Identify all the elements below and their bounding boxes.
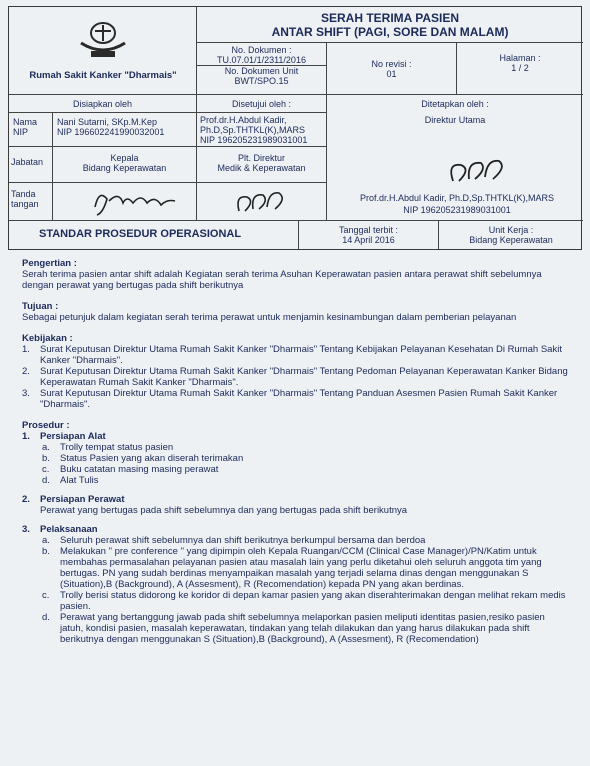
nurse-prep-text: Perawat yang bertugas pada shift sebelumnya dan yang bertugas pada shift berikutnya xyxy=(40,505,408,516)
execution-item: Seluruh perawat shift sebelumnya dan shift berikutnya berkumpul bersama dan berdoa xyxy=(60,535,426,546)
approver-nip: NIP 196205231989031001 xyxy=(200,135,308,145)
approver-signature-cell xyxy=(197,183,327,221)
list-item: b. Melakukan " pre conference " yang dipimpin oleh Kepala Ruangan/CCM (Clinical Case Manager)/PN/Katim untuk membahas permasalahan pelayanan pasien atau masalah lain yang perlu diketahui oleh seluruh anggota tim yang bertugas. PN yang sudah berdinas menyampaikan masalah yang terjadi selama dinas dengan menggunakan S (Situation),B (Background), A (Assesment), R (Recomendation) kepada PN yang akan berdinas. xyxy=(42,546,570,590)
page-number-cell xyxy=(457,43,583,95)
issue-date-cell xyxy=(299,221,439,249)
document-title xyxy=(197,7,583,43)
doc-unit-value: BWT/SPO.15 xyxy=(234,76,289,86)
hospital-name: Rumah Sakit Kanker "Dharmais" xyxy=(29,70,177,81)
purpose-heading: Tujuan : xyxy=(22,301,59,312)
approver-signature xyxy=(231,185,291,219)
list-item: d. Alat Tulis xyxy=(42,475,99,486)
approver-identity xyxy=(197,113,327,147)
director-signature xyxy=(445,151,515,191)
tool-item: Status Pasien yang akan diserah terimakan xyxy=(60,453,244,464)
purpose-text: Sebagai petunjuk dalam kegiatan serah terima perawat untuk menjamin kesinambungan dalam pemberian pelayanan xyxy=(22,312,517,323)
tool-item: Buku catatan masing masing perawat xyxy=(60,464,219,475)
list-item: c. Trolly berisi status didorong ke koridor di depan kamar pasien yang akan diserahterimakan dengan melihat rekam medis pasien. xyxy=(42,590,570,612)
preparer-identity xyxy=(53,113,197,147)
tool-item: Alat Tulis xyxy=(60,475,99,486)
preparer-position xyxy=(53,147,197,183)
issue-date-label: Tanggal terbit : xyxy=(338,225,399,235)
execution-list xyxy=(42,535,570,645)
established-by-heading: Ditetapkan oleh : xyxy=(421,99,489,109)
work-unit-label: Unit Kerja : xyxy=(488,225,534,235)
work-unit-cell xyxy=(439,221,583,249)
approver-position xyxy=(197,147,327,183)
execution-item: Melakukan " pre conference " yang dipimpin oleh Kepala Ruangan/CCM (Clinical Case Manager)/PN/Katim untuk membahas permasalahan pelayanan pasien atau masalah lain yang perlu diketahui oleh seluruh anggota tim yang bertugas. PN yang sudah berdinas menyampaikan masalah yang terjadi selama dinas dengan menggunakan S (Situation),B (Background), A (Assesment), R (Recomendation) kepada PN yang akan berdinas. xyxy=(60,546,542,590)
definition-heading: Pengertian : xyxy=(22,258,77,269)
page-label: Halaman : xyxy=(499,53,541,63)
approved-by-heading: Disetujui oleh : xyxy=(197,95,327,113)
execution-heading: Pelaksanaan xyxy=(40,524,98,535)
list-item: 1. Persiapan Alat xyxy=(22,431,106,442)
list-item: b. Status Pasien yang akan diserah terimakan xyxy=(42,453,244,464)
procedure-heading: Prosedur : xyxy=(22,420,70,431)
execution-item: Perawat yang bertanggung jawab pada shift sebelumnya melaporkan pasien meliputi identitas pasien,resiko pasien jatuh, kondisi pasien, masalah keperawatan, tindakan yang telah dilakukan dan yang harus dilakukan pada shift berikutnya dengan menggunakan S (Situation),B (Background), A (Assesment), R (Recomendation) xyxy=(60,612,545,645)
policy-list xyxy=(22,344,570,410)
director-nip: NIP 196205231989031001 xyxy=(403,205,511,215)
list-item: c. Buku catatan masing masing perawat xyxy=(42,464,219,475)
tool-item: Trolly tempat status pasien xyxy=(60,442,174,453)
nurse-prep-heading: Persiapan Perawat xyxy=(40,494,125,505)
doc-unit-label: No. Dokumen Unit xyxy=(224,66,299,76)
name-nip-labels xyxy=(9,113,53,147)
document-body xyxy=(22,258,570,645)
nip-label: NIP xyxy=(13,127,29,137)
doc-number-label: No. Dokumen : xyxy=(231,45,292,55)
policy-item: Surat Keputusan Direktur Utama Rumah Sakit Kanker "Dharmais" Tentang Panduan Asesmen Pasien Rumah Sakit Kanker "Dharmais". xyxy=(40,388,558,410)
approver-position-line-2: Medik & Keperawatan xyxy=(217,163,306,173)
tools-list xyxy=(42,442,570,486)
execution-item: Trolly berisi status didorong ke koridor di depan kamar pasien yang akan diserahterimakan dengan melihat rekam medis pasien. xyxy=(60,590,566,612)
issue-date-value: 14 April 2016 xyxy=(342,235,395,245)
approver-name: Prof.dr.H.Abdul Kadir, xyxy=(200,115,287,125)
work-unit-value: Bidang Keperawatan xyxy=(469,235,553,245)
approver-position-line-1: Plt. Direktur xyxy=(237,153,285,163)
signature-label xyxy=(9,183,53,221)
list-item: d. Perawat yang bertanggung jawab pada shift sebelumnya melaporkan pasien meliputi identitas pasien,resiko pasien jatuh, kondisi pasien, masalah keperawatan, tindakan yang telah dilakukan dan yang harus dilakukan pada shift berikutnya dengan menggunakan S (Situation),B (Background), A (Assesment), R (Recomendation) xyxy=(42,612,570,645)
list-item: 2. Surat Keputusan Direktur Utama Rumah Sakit Kanker "Dharmais" Tentang Pedoman Pelayanan Keperawatan Kanker Bidang Keperawatan Rumah Sakit Kanker "Dharmais". xyxy=(22,366,570,388)
preparer-signature xyxy=(89,185,179,219)
revision-cell xyxy=(327,43,457,95)
policy-item: Surat Keputusan Direktur Utama Rumah Sakit Kanker "Dharmais" Tentang Pedoman Pelayanan Keperawatan Kanker Bidang Keperawatan Rumah Sakit Kanker "Dharmais". xyxy=(40,366,568,388)
list-item: a. Trolly tempat status pasien xyxy=(42,442,174,453)
spo-label: STANDAR PROSEDUR OPERASIONAL xyxy=(9,221,299,249)
list-item: 3. Surat Keputusan Direktur Utama Rumah Sakit Kanker "Dharmais" Tentang Panduan Asesmen Pasien Rumah Sakit Kanker "Dharmais". xyxy=(22,388,570,410)
position-line-1: Kepala xyxy=(110,153,139,163)
position-line-2: Bidang Keperawatan xyxy=(82,163,167,173)
preparer-name: Nani Sutarni, SKp.M.Kep xyxy=(57,117,158,127)
logo-cell xyxy=(9,7,197,95)
prepared-by-heading: Disiapkan oleh xyxy=(9,95,197,113)
policy-heading: Kebijakan : xyxy=(22,333,73,344)
director-name: Prof.dr.H.Abdul Kadir, Ph.D,Sp.THTKL(K),MARS xyxy=(359,193,555,203)
signature-label-line-1: Tanda xyxy=(11,189,36,199)
director-signature-cell xyxy=(327,127,583,221)
signature-label-line-2: tangan xyxy=(11,199,39,209)
director-title: Direktur Utama xyxy=(424,115,486,125)
list-item: 3. Pelaksanaan xyxy=(22,524,98,535)
definition-text: Serah terima pasien antar shift adalah Kegiatan serah terima Asuhan Keperawatan pasien antara perawat shift sebelumnya dengan perawat yang bertugas pada shift berikutnya xyxy=(22,269,542,291)
title-line-2: ANTAR SHIFT (PAGI, SORE DAN MALAM) xyxy=(271,25,509,39)
tools-heading: Persiapan Alat xyxy=(40,431,106,442)
revision-value: 01 xyxy=(386,69,397,79)
title-line-1: SERAH TERIMA PASIEN xyxy=(320,11,459,25)
preparer-signature-cell xyxy=(53,183,197,221)
preparer-nip: NIP 196602241990032001 xyxy=(57,127,165,137)
hospital-logo xyxy=(73,17,133,61)
doc-number-value: TU.07.01/1/2311/2016 xyxy=(197,55,326,66)
name-label: Nama xyxy=(13,117,38,127)
list-item: 2. Persiapan Perawat xyxy=(22,494,125,505)
policy-item: Surat Keputusan Direktur Utama Rumah Sakit Kanker "Dharmais" Tentang Kebijakan Pelayanan Kesehatan Di Rumah Sakit Kanker "Dharmais". xyxy=(40,344,562,366)
position-label: Jabatan xyxy=(9,147,53,183)
revision-label: No revisi : xyxy=(371,59,412,69)
doc-number-cell xyxy=(197,43,327,95)
list-item: 1. Surat Keputusan Direktur Utama Rumah Sakit Kanker "Dharmais" Tentang Kebijakan Pelayanan Kesehatan Di Rumah Sakit Kanker "Dharmais". xyxy=(22,344,570,366)
approver-title: Ph.D,Sp.THTKL(K),MARS xyxy=(200,125,306,135)
list-item: a. Seluruh perawat shift sebelumnya dan shift berikutnya berkumpul bersama dan berdoa xyxy=(42,535,426,546)
page-value: 1 / 2 xyxy=(511,63,529,73)
header-table xyxy=(8,6,582,250)
